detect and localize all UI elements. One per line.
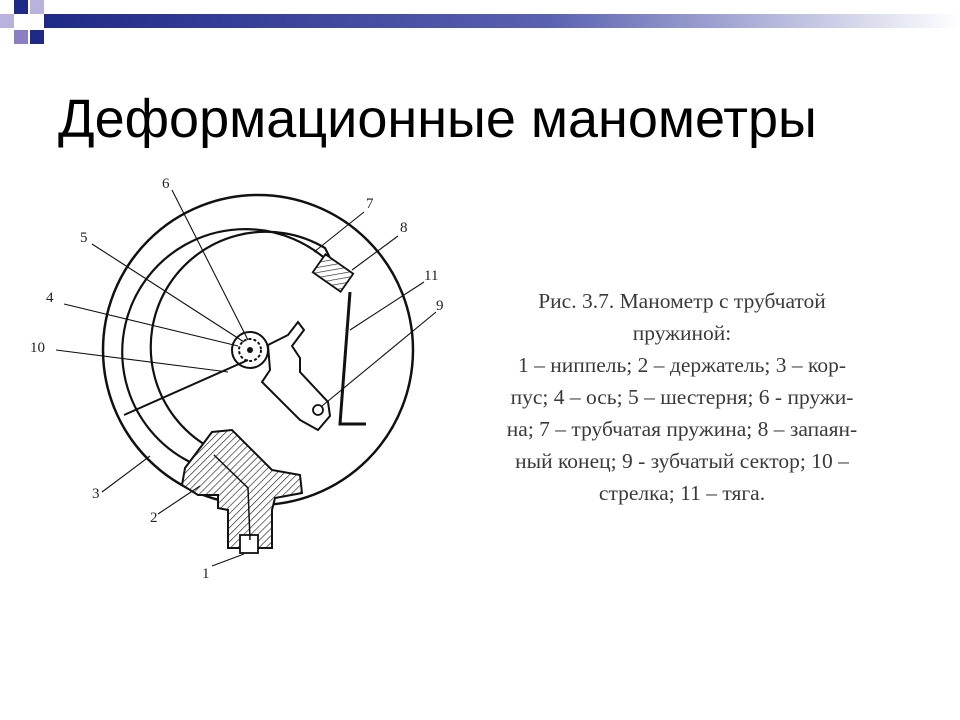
pointer [124, 360, 248, 415]
link-rod [340, 292, 366, 424]
bourdon-gauge-diagram [0, 160, 460, 600]
caption-line: на; 7 – трубчатая пружина; 8 – запаян- [506, 417, 858, 441]
label-4: 4 [46, 290, 54, 306]
caption-line: ный конец; 9 - зубчатый сектор; 10 – [515, 449, 849, 473]
caption-line: стрелка; 11 – тяга. [598, 481, 766, 505]
deco-square-purple [14, 30, 28, 44]
socket-holder [182, 430, 302, 548]
deco-square-blue [14, 0, 28, 14]
deco-square-lavender [30, 0, 44, 14]
figure-caption [462, 285, 902, 509]
slide-title: Деформационные манометры [58, 89, 817, 149]
label-8: 8 [400, 220, 408, 236]
caption-line: 1 – ниппель; 2 – держатель; 3 – кор- [517, 353, 847, 377]
deco-square-blue-2 [30, 30, 44, 44]
caption-line: Рис. 3.7. Манометр с трубчатой [538, 289, 826, 313]
bourdon-tube [122, 229, 335, 462]
label-9: 9 [436, 298, 444, 314]
nipple [240, 535, 258, 553]
label-3: 3 [92, 486, 100, 502]
caption-line: пружиной: [632, 321, 732, 345]
label-10: 10 [30, 340, 45, 356]
label-7: 7 [366, 196, 374, 212]
label-6: 6 [162, 176, 170, 192]
label-1: 1 [202, 566, 210, 582]
deco-gradient-bar [44, 14, 960, 28]
axle [247, 347, 253, 353]
slide-decoration [0, 0, 960, 60]
sealed-end [313, 254, 353, 292]
label-11: 11 [424, 268, 439, 284]
deco-square-lavender-2 [0, 14, 14, 28]
caption-line: пус; 4 – ось; 5 – шестерня; 6 - пружи- [510, 385, 854, 409]
label-5: 5 [80, 230, 88, 246]
label-2: 2 [150, 510, 158, 526]
